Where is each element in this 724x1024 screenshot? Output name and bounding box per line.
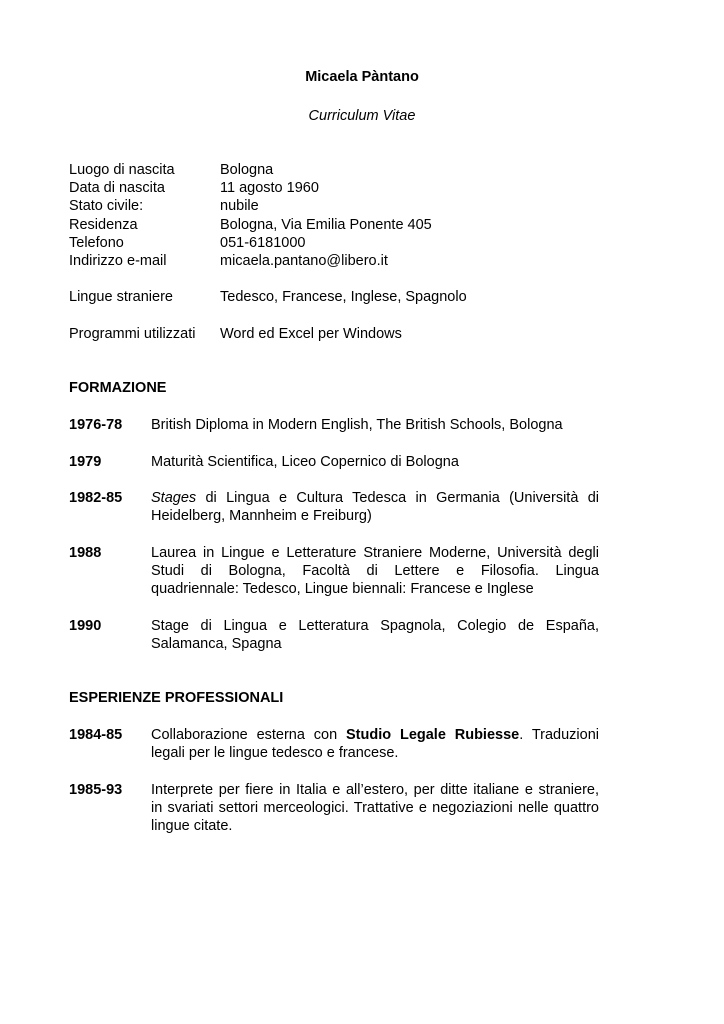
software-value: Word ed Excel per Windows [220,326,402,342]
entry-description: Stages di Lingua e Cultura Tedesca in Germania (Università di Heidelberg, Mannheim e Freiburg) [151,490,599,525]
info-value: Bologna [220,162,274,178]
info-label: Residenza [69,216,138,233]
software-label: Programmi utilizzati [69,326,196,342]
info-label: Stato civile: [69,198,144,215]
entry-description: British Diploma in Modern English, The British Schools, Bologna [151,417,563,433]
entry-year: 1988 [69,545,102,561]
entry-description: Stage di Lingua e Letteratura Spagnola, Colegio de España, Salamanca, Spagna [151,618,599,653]
info-row [69,216,432,234]
education-entry [69,416,599,434]
experience-entry [69,726,599,762]
personal-info [69,161,432,270]
info-value: 11 agosto 1960 [220,180,319,197]
info-row [69,161,432,179]
company-name: Studio Legale Rubiesse [346,727,520,743]
experience-entry [69,781,599,836]
info-value: micaela.pantano@libero.it [220,252,388,269]
education-entry [69,617,599,653]
entry-year: 1990 [69,618,102,634]
entry-year: 1979 [69,454,102,470]
entry-description: Maturità Scientifica, Liceo Copernico di Bologna [151,454,459,470]
cv-name: Micaela Pàntano [305,69,419,85]
education-entry [69,489,599,525]
languages-row [69,288,467,306]
education-heading: FORMAZIONE [69,380,167,396]
languages-label: Lingue straniere [69,289,173,305]
entry-description: Interprete per fiere in Italia e all’estero, per ditte italiane e straniere, in svariati settori merceologici. Trattative e negoziazioni nelle quattro lingue citate. [151,782,599,835]
entry-year: 1984-85 [69,727,123,743]
entry-description: Collaborazione esterna con Studio Legale Rubiesse. Traduzioni legali per le lingue tedesco e francese. [151,727,599,762]
experience-heading: ESPERIENZE PROFESSIONALI [69,690,284,706]
info-row [69,179,432,197]
entry-description: Laurea in Lingue e Letterature Straniere Moderne, Università degli Studi di Bologna, Facoltà di Lettere e Filosofia. Lingua quadriennale: Tedesco, Lingue biennali: Francese e Inglese [151,545,599,598]
cv-subtitle: Curriculum Vitae [308,108,416,124]
languages-value: Tedesco, Francese, Inglese, Spagnolo [220,289,467,305]
info-label: Telefono [69,234,124,251]
software-row [69,325,402,343]
entry-year: 1982-85 [69,490,123,506]
entry-year: 1976-78 [69,417,123,433]
info-value: nubile [220,198,259,215]
info-row [69,234,432,252]
info-row [69,252,432,270]
info-row [69,197,432,215]
info-label: Indirizzo e-mail [69,252,167,269]
info-value: 051-6181000 [220,234,306,251]
info-label: Data di nascita [69,180,165,197]
entry-year: 1985-93 [69,782,123,798]
info-value: Bologna, Via Emilia Ponente 405 [220,216,432,233]
info-label: Luogo di nascita [69,162,175,178]
education-entry [69,544,599,599]
education-entry [69,453,599,471]
italic-word: Stages [151,490,197,506]
